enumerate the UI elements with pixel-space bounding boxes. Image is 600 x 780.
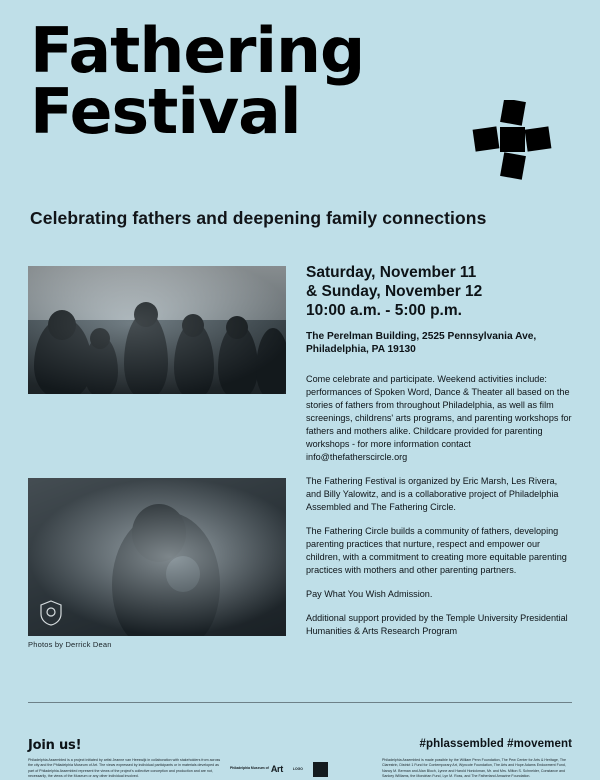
seal-badge-icon <box>40 600 62 626</box>
venue-line-2: Philadelphia, PA 19130 <box>306 344 416 356</box>
photo-shading <box>28 266 286 394</box>
secondary-partner-logo: LOGO <box>292 766 303 771</box>
asterisk-star-icon <box>472 100 552 180</box>
event-date-line-2: & Sunday, November 12 <box>306 282 483 300</box>
poster-title-line-1: Fathering <box>30 14 365 87</box>
join-us-label: Join us! <box>28 738 82 753</box>
venue-line-1: The Perelman Building, 2525 Pennsylvania Ave, <box>306 330 537 342</box>
photo-father-and-child <box>28 478 286 636</box>
logo-pma-big-text: Art <box>270 764 283 774</box>
logo-pma-small-text: Philadelphia Museum of <box>230 766 269 771</box>
philadelphia-museum-of-art-logo <box>230 764 283 774</box>
photo-group-outdoors <box>28 266 286 394</box>
description-paragraph-activities: Come celebrate and participate. Weekend activities include: performances of Spoken Word, Dance & Theater all based on the stories of fathers from throughout Philadelphia, as well as film screenings, childrens' arts programs, and parenting workshops for fathers and mothers alike. Childcare provided for parenting workshops - for more information contact info@thefatherscircle.org <box>306 374 572 463</box>
fineprint-right: Philadelphia Assembled is made possible by the William Penn Foundation, The Pew Center for Arts & Heritage, The Clarestrin, District 1 Fund for Contemporary Art, Wyncote Foundation, The Arts and Hope Adams Endowment Fund, Nancy M. Berman and Alan Bloch, Lynne and Harold Honickman, Mr. and Mrs. Milton S. Schneider, Constance and Sankey Williams, the Mondrian Fund, Lyn M. Ross, and The Fatherland Amazine Foundation. <box>382 758 567 779</box>
admission-note: Pay What You Wish Admission. <box>306 589 433 600</box>
support-note: Additional support provided by the Temple University Presidential Humanities & Arts Research Program <box>306 613 568 637</box>
footer-logos <box>230 760 370 778</box>
event-time-line: 10:00 a.m. - 5:00 p.m. <box>306 301 462 319</box>
poster-tagline: Celebrating fathers and deepening family connections <box>30 208 487 228</box>
event-date-line-1: Saturday, November 11 <box>306 264 477 281</box>
footer-divider <box>28 702 572 703</box>
photo-credit: Photos by Derrick Dean <box>28 640 112 649</box>
square-logo-icon <box>313 762 328 777</box>
hashtags-label: #phlassembled #movement <box>419 738 572 750</box>
event-date-heading <box>306 264 572 321</box>
description-paragraph-mission: The Fathering Circle builds a community of fathers, developing parenting practices that nurture, respect and empower our children, with a commitment to creating more equitable parenting practices with mothers and other parenting partners. <box>306 526 567 576</box>
event-venue <box>306 330 572 357</box>
poster-title-line-2: Festival <box>30 75 301 149</box>
event-info-column <box>306 264 572 649</box>
photo-shading <box>28 478 286 636</box>
fineprint-left: Philadelphia Assembled is a project initiated by artist Jeanne van Heeswijk in collaboration with stakeholders from across the city and the Philadelphia Museum of Art. The views expressed by individual participants or in materials developed as part of Philadelphia Assembled represent the views of the project's collective conception and production and are not, necessarily, the views of the Museum or any other individual involved. <box>28 758 221 779</box>
description-paragraph-organizers: The Fathering Festival is organized by Eric Marsh, Les Rivera, and Billy Yalowitz, and is a collaborative project of Philadelphia Assembled and The Fathering Circle. <box>306 476 559 513</box>
